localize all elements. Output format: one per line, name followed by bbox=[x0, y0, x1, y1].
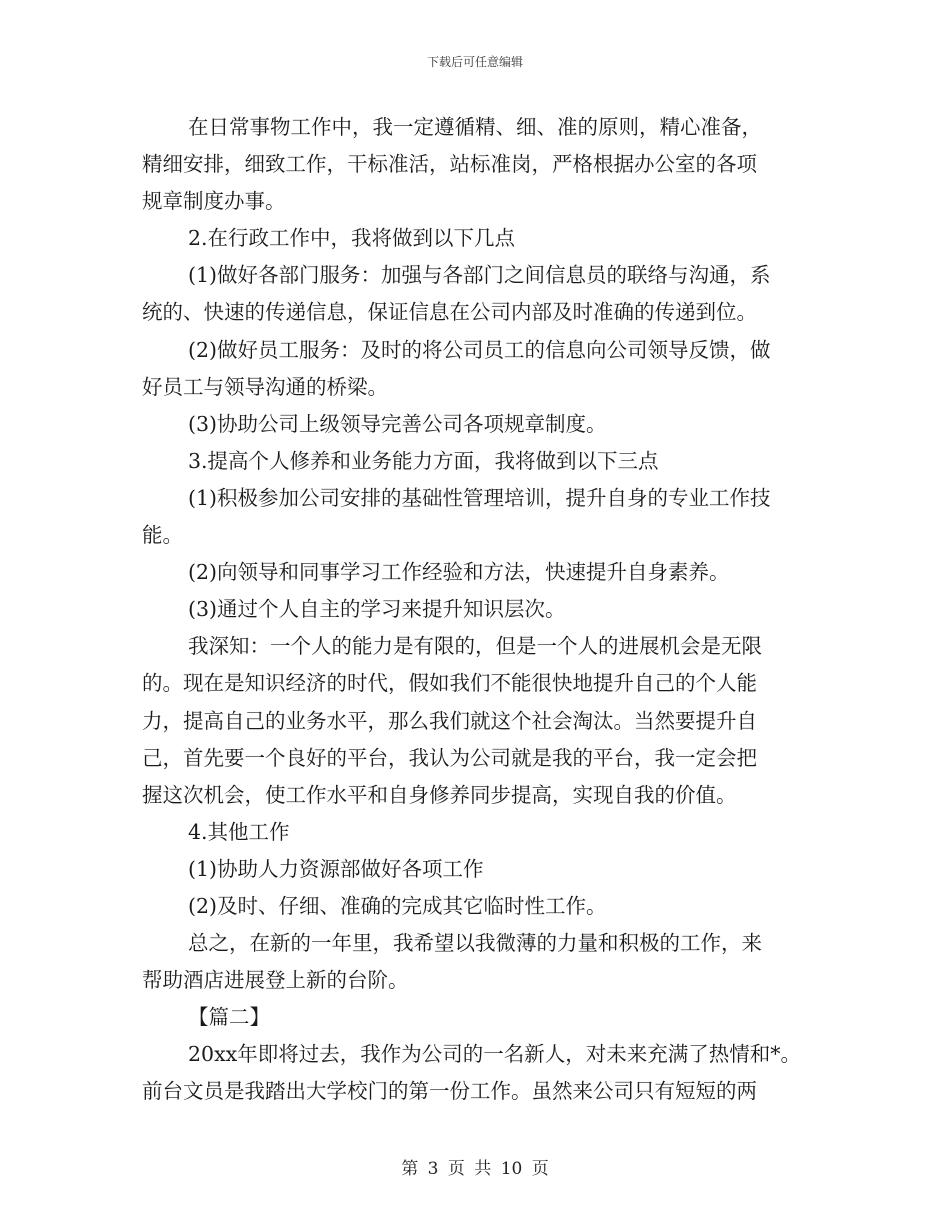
text-line: 我深知：一个人的能力是有限的，但是一个人的进展机会是无限 bbox=[188, 634, 762, 659]
text-line: (3)协助公司上级领导完善公司各项规章制度。 bbox=[188, 411, 607, 436]
page-header: 下载后可任意编辑 bbox=[426, 55, 523, 69]
text-line: 统的、快速的传递信息，保证信息在公司内部及时准确的传递到位。 bbox=[142, 300, 757, 325]
text-line: (1)做好各部门服务：加强与各部门之间信息员的联络与沟通，系 bbox=[188, 263, 771, 288]
text-line: 己，首先要一个良好的平台，我认为公司就是我的平台，我一定会把 bbox=[142, 745, 757, 770]
text-line: 握这次机会，使工作水平和自身修养同步提高，实现自我的价值。 bbox=[142, 782, 737, 807]
text-line: 3.提高个人修养和业务能力方面，我将做到以下三点 bbox=[188, 448, 659, 473]
text-line: 的。现在是知识经济的时代，假如我们不能很快地提升自己的个人能 bbox=[142, 671, 757, 696]
text-line: 能。 bbox=[142, 523, 183, 548]
text-line: (2)及时、仔细、准确的完成其它临时性工作。 bbox=[188, 893, 607, 918]
text-line: 2.在行政工作中，我将做到以下几点 bbox=[188, 226, 516, 251]
text-line: (2)向领导和同事学习工作经验和方法，快速提升自身素养。 bbox=[188, 560, 730, 585]
page-footer: 第 3 页 共 10 页 bbox=[401, 1159, 549, 1179]
text-line: 4.其他工作 bbox=[188, 819, 290, 844]
text-line: (3)通过个人自主的学习来提升知识层次。 bbox=[188, 597, 566, 622]
text-line: 帮助酒店进展登上新的台阶。 bbox=[142, 968, 409, 993]
text-line: 好员工与领导沟通的桥梁。 bbox=[142, 374, 388, 399]
text-line: 总之，在新的一年里，我希望以我微薄的力量和积极的工作，来 bbox=[188, 931, 762, 956]
text-line: 【篇二】 bbox=[188, 1005, 270, 1030]
text-line: 20xx年即将过去，我作为公司的一名新人，对未来充满了热情和*。 bbox=[188, 1042, 801, 1067]
text-line: 精细安排，细致工作，干标准活，站标准岗，严格根据办公室的各项 bbox=[142, 152, 757, 177]
text-line: 规章制度办事。 bbox=[142, 189, 286, 214]
text-line: 在日常事物工作中，我一定遵循精、细、准的原则，精心准备， bbox=[188, 115, 762, 139]
text-line: (1)协助人力资源部做好各项工作 bbox=[188, 856, 484, 881]
text-line: (1)积极参加公司安排的基础性管理培训，提升自身的专业工作技 bbox=[188, 485, 771, 510]
text-line: 前台文员是我踏出大学校门的第一份工作。虽然来公司只有短短的两 bbox=[142, 1079, 757, 1104]
document-body bbox=[142, 109, 810, 1111]
text-line: (2)做好员工服务：及时的将公司员工的信息向公司领导反馈，做 bbox=[188, 337, 771, 362]
text-line: 力，提高自己的业务水平，那么我们就这个社会淘汰。当然要提升自 bbox=[142, 708, 757, 733]
